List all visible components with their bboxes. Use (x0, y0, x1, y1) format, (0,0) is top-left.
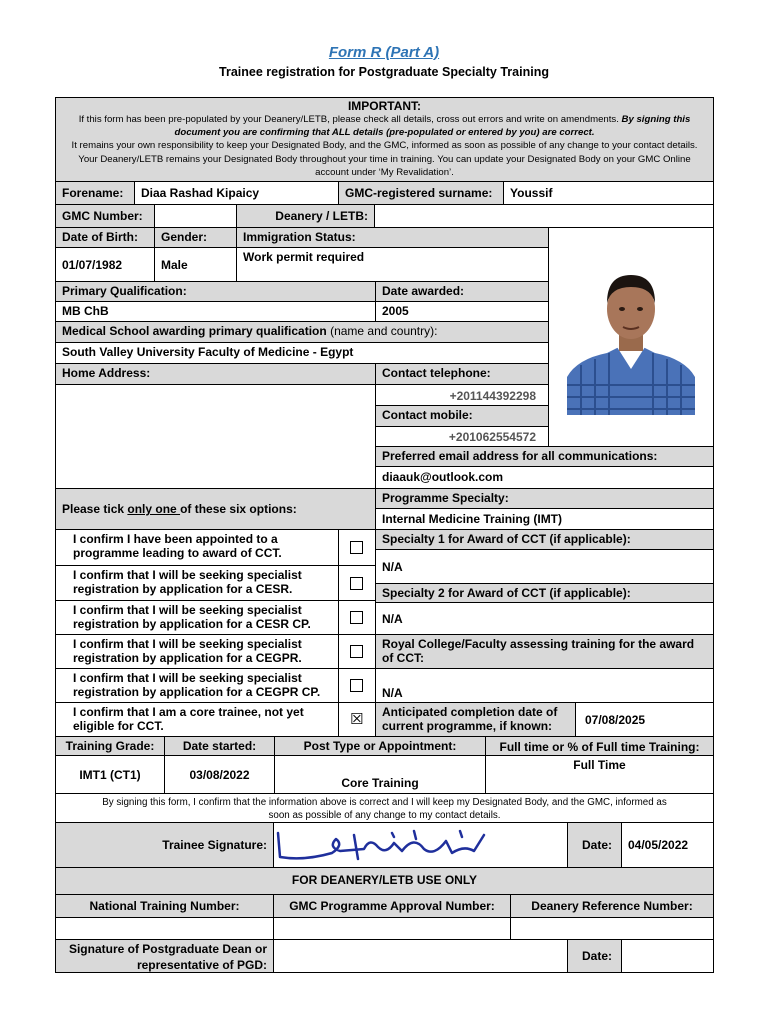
dean-date-value[interactable] (621, 939, 714, 973)
primary-qual-label: Primary Qualification: (55, 281, 376, 302)
specialty1-label: Specialty 1 for Award of CCT (if applicable): (375, 529, 714, 550)
dean-signature-label: Signature of Postgraduate Dean or representative of PGD: (55, 939, 274, 973)
contact-tel-label: Contact telephone: (375, 363, 549, 385)
full-time-value[interactable]: Full Time (485, 755, 714, 794)
option-row (55, 529, 339, 566)
trainee-photo (567, 265, 695, 415)
home-address-label: Home Address: (55, 363, 376, 385)
form-title: Form R (Part A) (328, 44, 440, 61)
royal-college-label: Royal College/Faculty assessing training for the award of CCT: (375, 634, 714, 669)
option-checkbox[interactable] (350, 645, 363, 658)
gmc-number-value[interactable] (154, 204, 237, 228)
option-row (55, 634, 339, 669)
option-checkbox-cell (338, 600, 376, 635)
dean-date-label: Date: (567, 939, 622, 973)
option-checkbox-cell (338, 529, 376, 566)
completion-label: Anticipated completion date of current programme, if known: (375, 702, 576, 737)
immigration-value[interactable]: Work permit required (236, 247, 549, 282)
option-checkbox-checked[interactable]: ☒ (350, 711, 364, 728)
ntn-label (55, 894, 274, 918)
date-started-value[interactable] (164, 755, 275, 794)
post-type-label: Post Type or Appointment: (274, 736, 486, 756)
option-row (55, 702, 339, 737)
medical-school-label-text: Medical School awarding primary qualification (62, 324, 327, 338)
deanery-label-text: Deanery / LETB: (275, 209, 368, 223)
date-started-text: 03/08/2022 (189, 767, 250, 782)
trainee-signature-field[interactable] (273, 822, 568, 868)
tick-pre: Please tick (62, 502, 128, 516)
dob-label: Date of Birth: (55, 227, 155, 248)
training-grade-label: Training Grade: (55, 736, 165, 756)
gmc-programme-label (273, 894, 511, 918)
option-checkbox[interactable] (350, 541, 363, 554)
medical-school-label (55, 321, 549, 343)
primary-qual-value[interactable]: MB ChB (55, 301, 376, 322)
deanery-label (236, 204, 375, 228)
dob-value[interactable]: 01/07/1982 (55, 247, 155, 282)
gender-value[interactable]: Male (154, 247, 237, 282)
gmc-programme-value[interactable] (273, 917, 511, 940)
option-text: I confirm that I will be seeking specialist registration by application for a CEGPR. (73, 637, 302, 665)
contact-tel-value[interactable]: +201144392298 (375, 384, 549, 406)
option-checkbox[interactable] (350, 679, 363, 692)
training-grade-text: IMT1 (CT1) (79, 767, 141, 782)
specialty2-value[interactable]: N/A (375, 602, 714, 635)
option-text: I confirm that I will be seeking specialist registration by application for a CESR. (73, 568, 302, 596)
deanery-use-heading: FOR DEANERY/LETB USE ONLY (55, 867, 714, 895)
form-subtitle: Trainee registration for Postgraduate Specialty Training (219, 65, 549, 79)
tick-options-label (55, 488, 376, 530)
declaration-text: By signing this form, I confirm that the information above is correct and I will keep my Designated Body, and the GMC, informed as soon as possible of any change to my contact details. (55, 793, 714, 823)
specialty2-label: Specialty 2 for Award of CCT (if applicable): (375, 583, 714, 603)
surname-value[interactable]: Youssif (503, 181, 714, 205)
important-line1b: By signing this document you are confirming that ALL details (pre-populated or entered by you) are correct. (174, 114, 691, 139)
option-text: I confirm that I am a core trainee, not yet eligible for CCT. (73, 705, 304, 733)
tick-post: of these six options: (180, 502, 297, 516)
important-notice (55, 97, 714, 182)
gmc-programme-label-text: GMC Programme Approval Number: (289, 899, 495, 913)
option-checkbox-cell (338, 565, 376, 601)
medical-school-value[interactable]: South Valley University Faculty of Medicine - Egypt (55, 342, 549, 364)
home-address-value[interactable] (55, 384, 376, 489)
date-awarded-value[interactable]: 2005 (375, 301, 549, 322)
option-row (55, 668, 339, 703)
programme-specialty-value[interactable]: Internal Medicine Training (IMT) (375, 508, 714, 530)
forename-value[interactable]: Diaa Rashad Kipaicy (134, 181, 339, 205)
important-heading: IMPORTANT: (347, 99, 422, 113)
handwritten-signature (274, 825, 494, 865)
ntn-value[interactable] (55, 917, 274, 940)
option-checkbox-cell (338, 702, 376, 737)
immigration-label: Immigration Status: (236, 227, 549, 248)
option-checkbox-cell (338, 634, 376, 669)
contact-mobile-label: Contact mobile: (375, 405, 549, 427)
ntn-label-text: National Training Number: (89, 899, 240, 913)
deanery-value[interactable] (374, 204, 714, 228)
gmc-number-label: GMC Number: (55, 204, 155, 228)
royal-college-value[interactable]: N/A (375, 668, 714, 703)
completion-value[interactable]: 07/08/2025 (575, 702, 714, 737)
option-text: I confirm I have been appointed to a programme leading to award of CCT. (73, 532, 282, 560)
post-type-value[interactable]: Core Training (274, 755, 486, 794)
signature-date-label: Date: (567, 822, 622, 868)
option-checkbox-cell (338, 668, 376, 703)
trainee-signature-label-text: Trainee Signature: (162, 838, 267, 852)
tick-underline: only one (127, 502, 181, 516)
date-awarded-label: Date awarded: (375, 281, 549, 302)
important-line1a: If this form has been pre-populated by your Deanery/LETB, please check all details, cross out errors and write on amendments. (78, 114, 619, 125)
option-checkbox[interactable] (350, 611, 363, 624)
deanery-ref-value[interactable] (510, 917, 714, 940)
gender-label: Gender: (154, 227, 237, 248)
option-text: I confirm that I will be seeking specialist registration by application for a CESR CP. (73, 603, 311, 631)
option-text: I confirm that I will be seeking specialist registration by application for a CEGPR CP. (73, 671, 321, 699)
specialty1-value[interactable]: N/A (375, 549, 714, 584)
option-row (55, 565, 339, 601)
deanery-ref-label-text: Deanery Reference Number: (531, 899, 693, 913)
option-row (55, 600, 339, 635)
trainee-signature-label (55, 822, 274, 868)
forename-label: Forename: (55, 181, 135, 205)
dean-signature-field[interactable] (273, 939, 568, 973)
training-grade-value[interactable] (55, 755, 165, 794)
email-value[interactable]: diaauk@outlook.com (375, 466, 714, 489)
medical-school-label-suffix: (name and country): (326, 324, 438, 338)
contact-mobile-value[interactable]: +201062554572 (375, 426, 549, 447)
deanery-ref-label (510, 894, 714, 918)
important-line2: It remains your own responsibility to keep your Designated Body, and the GMC, informed as soon as possible of any change to your contact details. Your Deanery/LETB remains your Designated Body throughout your time in training. You can update your Designated Body on your GMC Online account under ‘My Revalidation’. (71, 140, 698, 178)
signature-date-value[interactable]: 04/05/2022 (621, 822, 714, 868)
date-started-label: Date started: (164, 736, 275, 756)
email-label: Preferred email address for all communications: (375, 446, 714, 467)
full-time-label: Full time or % of Full time Training: (485, 736, 714, 756)
option-checkbox[interactable] (350, 577, 363, 590)
programme-specialty-label: Programme Specialty: (375, 488, 714, 509)
surname-label: GMC-registered surname: (338, 181, 504, 205)
